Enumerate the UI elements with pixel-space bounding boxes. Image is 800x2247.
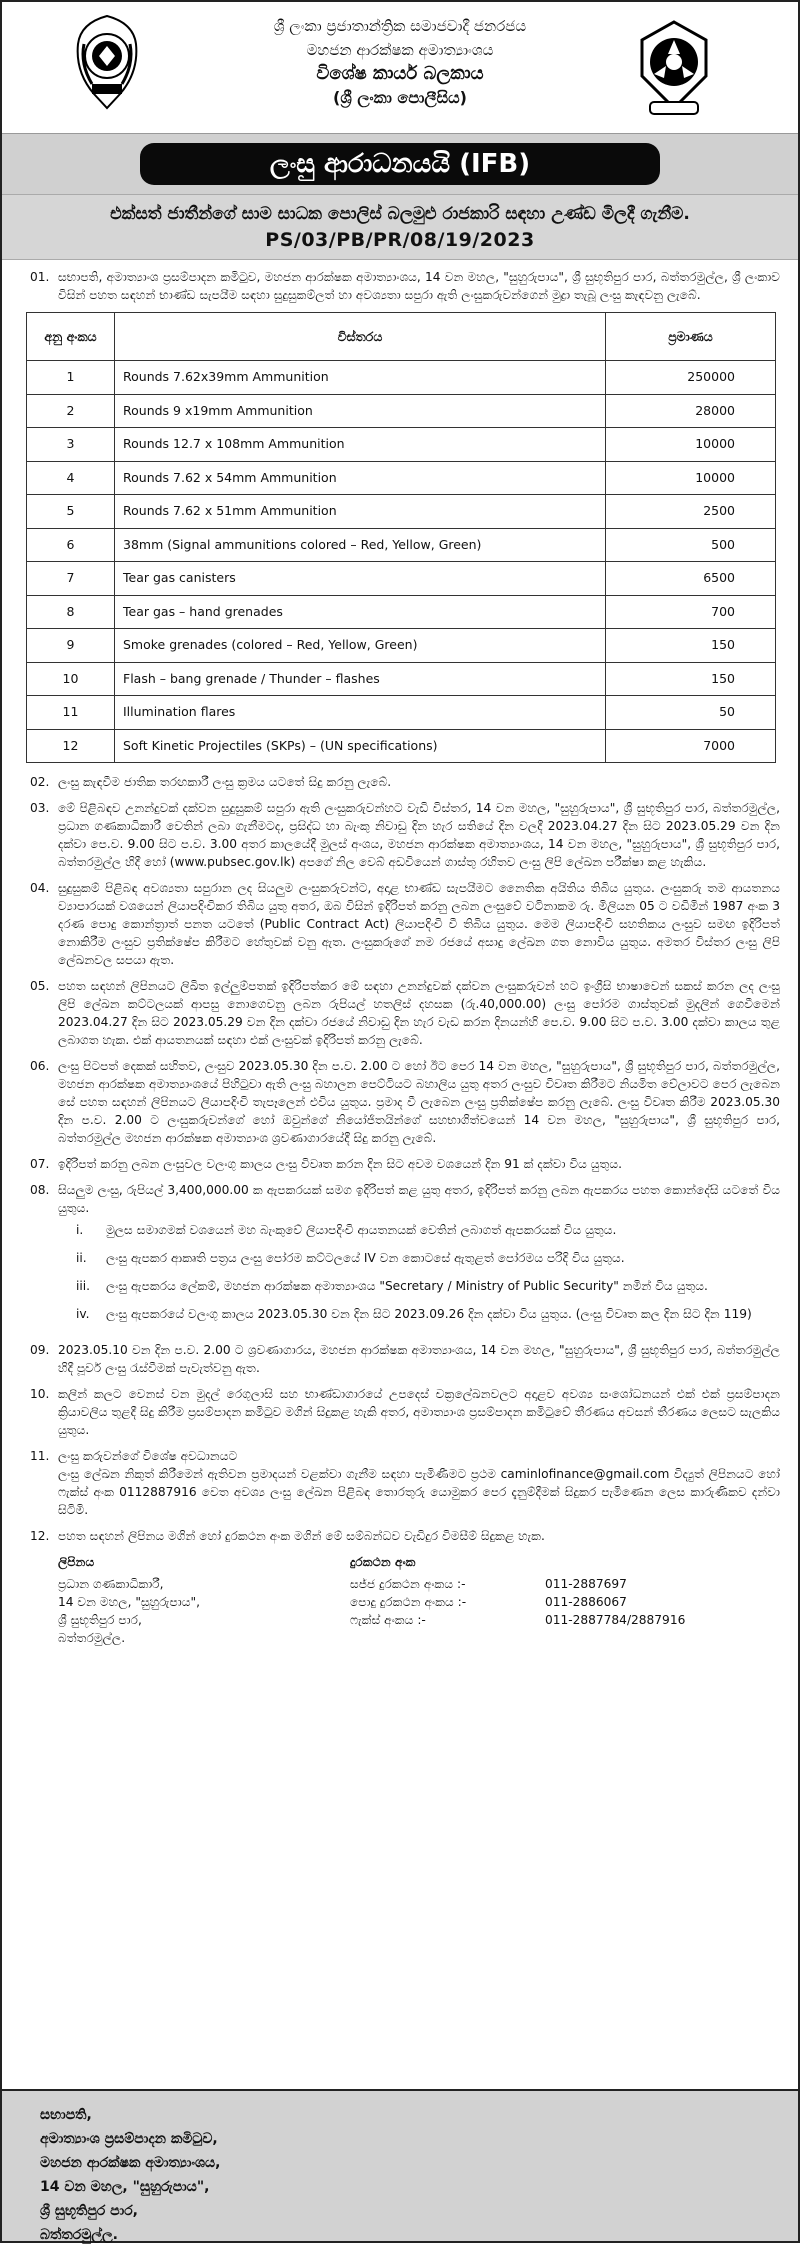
paragraph-text: ලංසු ලේඛන නිකුත් කිරීමෙන් ඇතිවන ප්‍රමාදයන් වළක්වා ගැනීම සඳහා පැමිණීමට ප්‍රථම caminlofinance@gmail.com විද්‍යුත් ලිපිනයට හෝ ෆැක්ස් අංක 0112887916 වෙත අවශ්‍ය ලංසු ලේඛන පිළිබඳ තොරතුරු යොමුකර පෙර දැනුම්දීමක් සිදුකර පැමිණෙන ලෙස කාරුණිකව දන්වා සිටිමි.: [58, 1467, 780, 1517]
paragraph-10: [20, 1385, 780, 1439]
table-row: [27, 595, 776, 629]
row-no: 11: [27, 696, 115, 730]
table-row: [27, 394, 776, 428]
address-line: බත්තරමුල්ල.: [58, 1631, 126, 1645]
table-row: [27, 428, 776, 462]
header-line-ministry: මහජන ආරක්ෂක අමාත්‍යාංශය: [306, 41, 494, 59]
paragraph-heading: ලංසු කරුවන්ගේ විශේෂ අවධානයට: [58, 1449, 238, 1463]
row-description: Tear gas – hand grenades: [115, 595, 606, 629]
signatory-line: ශ්‍රී සුභූතිපුර පාර,: [40, 2203, 139, 2219]
paragraph-06: [20, 1057, 780, 1147]
paragraph-text: පහත සඳහන් ලිපිනය මගින් හෝ දුරකථන අංක මගින් මේ සම්බන්ධව වැඩිදුර විමසීම් සිදුකළ හැක.: [58, 1529, 545, 1543]
list-item: [58, 1249, 780, 1267]
notice-header: [2, 2, 798, 134]
paragraph-text: ඉදිරිපත් කරනු ලබන ලංසුවල වලංගු කාලය ලංසු විවෘත කරන දින සිට අවම වශයෙන් දින 91 ක් දක්වා විය යුතුය.: [58, 1157, 623, 1171]
paragraph-04: [20, 879, 780, 969]
paragraph-number: 08.: [30, 1183, 50, 1197]
guarantee-conditions-list: [58, 1221, 780, 1323]
notice-title: ලංසු ආරාධනයයි (IFB): [140, 143, 660, 185]
row-quantity: 2500: [606, 495, 776, 529]
paragraph-text: මේ පිළිබඳව උනන්දුවක් දක්වන සුදුසුකම් සපුරා ඇති ලංසුකරුවන්හට වැඩි විස්තර, 14 වන මහල, "සුහුරුපාය", ශ්‍රී සුභූතිපුර පාර, බත්තරමුල්ල, ප්‍රධාන ගණකාධිකාරී වෙතින් ලබා ගැනීමටද, ප්‍රසිද්ධ හා බැංකු නිවාඩු දින හැර සතියේ දින වලදී 2023.04.27 දින සිට 2023.05.29 වන දින දක්වා පෙ.ව. 9.00 සිට ප.ව. 3.00 අතර කාලයේදී මුලස් අංශය, මහජන ආරක්ෂක අමාත්‍යාංශය, 14 වන මහල, "සුහුරුපාය", ශ්‍රී සුභූතිපුර පාර, බත්තරමුල්ල හිදී හෝ (www.pubsec.gov.lk) අපගේ නිල වෙබ් අඩවියෙන් ගාස්තු රහිතව ලංසු ලිපි ලේඛන පරීක්ෂා කළ හැකිය.: [58, 801, 780, 869]
table-header-row: [27, 313, 776, 361]
phone-type: සජ්ජ දුරකථන අංකය :-: [350, 1577, 466, 1591]
signatory-line: 14 වන මහල, "සුහුරුපාය",: [40, 2179, 210, 2195]
row-description: Rounds 7.62x39mm Ammunition: [115, 361, 606, 395]
row-description: Soft Kinetic Projectiles (SKPs) – (UN specifications): [115, 729, 606, 763]
row-quantity: 250000: [606, 361, 776, 395]
column-header-description: විස්තරය: [115, 313, 606, 361]
row-quantity: 500: [606, 528, 776, 562]
row-description: Flash – bang grenade / Thunder – flashes: [115, 662, 606, 696]
table-row: [27, 361, 776, 395]
paragraph-number: 06.: [30, 1059, 50, 1073]
address-label: ලිපිනය: [58, 1555, 95, 1569]
row-description: Rounds 7.62 x 51mm Ammunition: [115, 495, 606, 529]
paragraph-number: 04.: [30, 881, 50, 895]
row-no: 7: [27, 562, 115, 596]
header-line-stf: විශේෂ කාර්ය බලකාය: [316, 63, 484, 84]
state-emblem-icon: [72, 14, 142, 110]
paragraph-03: [20, 799, 780, 871]
row-description: 38mm (Signal ammunitions colored – Red, Yellow, Green): [115, 528, 606, 562]
paragraph-text: සුදුසුකම් පිළිබඳ අවශ්‍යතා සපුරාන ලද සියලුම ලංසුකරුවන්ට, අදාළ භාණ්ඩ සැපයීමට නෛතික අයිතිය තිබිය යුතුය. ලංසුකරු තම ආයතනය ව්‍යාපාරයක් වශයෙන් ලියාපදිංචිකර තිබිය යුතු අතර, ඔබ විසින් ඉදිරිපත් කරනු ලබන ලංසුවේ වටිනාකම රු. මිලියන 05 ට වඩිමින් 1987 අංක 3 දරණ පොදු කොන්ත්‍රාත් පනත යටතේ (Public Contract Act) ලියාපදිංචි වී තිබිය යුතුය. මෙම ලියාපදිංචි සහතිකය ලංසුව සමඟ ඉදිරිපත් නොකිරීම ලංසුව ප්‍රතික්ෂේප කිරීමට හේතුවක් වනු ඇත. ලංසුකරුගේ නම රජයේ අසාදු ලේඛන ගත නොවිය යුතුය. අමතර විස්තර ලංසු ලිපි ලේඛනවල සපයා ඇත.: [58, 881, 780, 967]
address-block: [20, 1553, 350, 1647]
list-item-text: ලංසු ඇපකරය ලේකම්, මහජන ආරක්ෂක අමාත්‍යාංශය "Secretary / Ministry of Public Security" නමින් විය යුතුය.: [106, 1279, 708, 1293]
notice-body: [2, 260, 798, 1647]
row-description: Rounds 12.7 x 108mm Ammunition: [115, 428, 606, 462]
list-marker: i.: [76, 1223, 84, 1237]
header-line-republic: ශ්‍රී ලංකා ප්‍රජාතාන්ත්‍රික සමාජවාදී ජනරජය: [273, 17, 527, 35]
paragraph-text: ලංසු කැඳවීම ජාතික තරඟකාරී ලංසු ක්‍රමය යටතේ සිදු කරනු ලැබේ.: [58, 775, 392, 789]
paragraph-number: 02.: [30, 775, 50, 789]
table-row: [27, 629, 776, 663]
paragraph-text: පහත සඳහන් ලිපිනයට ලිඛිත ඉල්ලුම්පතක් ඉදිරිපත්කර මේ සඳහා උනන්දුවක් දක්වන ලංසුකරුවන් හට ඉංග්‍රීසි භාෂාවෙන් සකස් කරන ලද ලංසු ලිපි ලේඛන කට්ටලයක් ආපසු නොගෙවනු ලබන රුපියල් හතලිස් දහසක (රු.40,000.00) ලංසු පෝරම ගාස්තුවක් මුදලින් ගෙවීමෙන් 2023.04.27 දින සිට 2023.05.29 වන දින දක්වා රජයේ නිවාඩු දින හැර වැඩ කරන දිනයන්හි පෙ.ව. 9.00 සිට ප.ව. 3.00 දක්වා කාලය තුළ ලබාගත හැක. එක් ආයතනයක් සඳහා එක් ලංසුවක් ඉදිරිපත් කරනු ලැබේ.: [58, 979, 780, 1047]
row-quantity: 700: [606, 595, 776, 629]
items-table: [26, 312, 776, 763]
address-line: ප්‍රධාන ගණකාධිකාරී,: [58, 1577, 164, 1591]
row-description: Illumination flares: [115, 696, 606, 730]
phone-number: 011-2887697: [545, 1577, 627, 1591]
paragraph-02: [20, 773, 780, 791]
row-no: 6: [27, 528, 115, 562]
column-header-no: අනු අංකය: [27, 313, 115, 361]
phone-row: [350, 1575, 780, 1593]
list-item: [58, 1305, 780, 1323]
table-row: [27, 461, 776, 495]
row-description: Rounds 7.62 x 54mm Ammunition: [115, 461, 606, 495]
signatory-line: බත්තරමුල්ල.: [40, 2227, 118, 2243]
phone-row: [350, 1611, 780, 1629]
phone-row: [350, 1593, 780, 1611]
paragraph-number: 07.: [30, 1157, 50, 1171]
phone-number: 011-2886067: [545, 1595, 627, 1609]
paragraph-01: [20, 268, 780, 304]
header-text: [152, 14, 648, 110]
row-description: Tear gas canisters: [115, 562, 606, 596]
row-no: 8: [27, 595, 115, 629]
row-quantity: 150: [606, 662, 776, 696]
paragraph-text-block: [58, 1447, 780, 1519]
paragraph-number: 05.: [30, 979, 50, 993]
row-quantity: 7000: [606, 729, 776, 763]
contact-block: [20, 1553, 780, 1647]
row-quantity: 10000: [606, 428, 776, 462]
row-no: 3: [27, 428, 115, 462]
phone-block: [350, 1553, 780, 1647]
list-item: [58, 1221, 780, 1239]
row-description: Smoke grenades (colored – Red, Yellow, Green): [115, 629, 606, 663]
paragraph-08: [20, 1181, 780, 1333]
paragraph-number: 11.: [30, 1449, 50, 1463]
row-quantity: 50: [606, 696, 776, 730]
title-band: [2, 134, 798, 194]
phone-label: දුරකථන අංක: [350, 1555, 416, 1569]
list-item: [58, 1277, 780, 1295]
signatory-line: සභාපති,: [40, 2107, 92, 2123]
table-row: [27, 528, 776, 562]
paragraph-text-block: [58, 1181, 780, 1333]
row-no: 4: [27, 461, 115, 495]
paragraph-12: [20, 1527, 780, 1545]
paragraph-number: 12.: [30, 1529, 50, 1543]
phone-type: ෆැක්ස් අංකය :-: [350, 1613, 426, 1627]
paragraph-05: [20, 977, 780, 1049]
row-quantity: 10000: [606, 461, 776, 495]
signatory-block: [2, 2089, 798, 2241]
row-no: 12: [27, 729, 115, 763]
paragraph-09: [20, 1341, 780, 1377]
subtitle-band: [2, 194, 798, 260]
procurement-subject: එක්සත් ජාතීන්ගේ සාම සාධක පොලිස් බලමුළු රාජකාරි සඳහා උණ්ඩ මිලදී ගැනීම.: [110, 204, 690, 224]
stf-emblem-icon: [630, 18, 718, 118]
paragraph-text: සභාපති, අමාත්‍යාංශ ප්‍රසම්පාදන කමිටුව, මහජන ආරක්ෂක අමාත්‍යාංශය, 14 වන මහල, "සුහුරුපාය", ශ්‍රී සුභූතිපුර පාර, බත්තරමුල්ල, ශ්‍රී ලංකාව විසින් පහත සඳහන් භාණ්ඩ සැපයීම සඳහා සුදුසුකම්ලත් හා අවශ්‍යතා සපුරා ඇති ලංසුකරුවන්ගෙන් මුද්‍රා තැබූ ලංසු කැඳවනු ලැබේ.: [58, 270, 780, 302]
signatory-line: මහජන ආරක්ෂක අමාත්‍යාංශය,: [40, 2155, 221, 2171]
signatory-line: අමාත්‍යාංශ ප්‍රසම්පාදන කමිටුව,: [40, 2131, 218, 2147]
paragraph-number: 03.: [30, 801, 50, 815]
paragraph-text: ලංසු පිටපත් දෙකක් සහිතව, ලංසුව 2023.05.30 දින ප.ව. 2.00 ට හෝ ඊට පෙර 14 වන මහල, "සුහුරුපාය", ශ්‍රී සුභූතිපුර පාර, බත්තරමුල්ල, මහජන ආරක්ෂක අමාත්‍යාංශයේ පිහිටුවා ඇති ලංසු බහාලන පෙට්ටියට බහාලිය යුතු අතර ලංසුව විවෘත කිරීමට නියමිත වේලාවට පෙර ලැබෙන සේ පහත සඳහන් ලිපිනයට ලියාපදිංචි තැපෑලෙන් එවිය යුතුය. ප්‍රමාද වී ලැබෙන ලංසු ප්‍රතික්ෂේප කරනු ලැබේ. ලංසු විවෘත කිරීම 2023.05.30 දින ප.ව. 2.00 ට ලංසුකරුවන්ගේ හෝ ඔවුන්ගේ නියෝජිතයින්ගේ සහභාගිත්වයෙන් 14 වන මහල, "සුහුරුපාය", ශ්‍රී සුභූතිපුර පාර, බත්තරමුල්ල මහජන ආරක්ෂක අමාත්‍යාංශ ශ්‍රවණාගාරයේදී සිදු කරනු ලැබේ.: [58, 1059, 780, 1145]
table-row: [27, 729, 776, 763]
row-description: Rounds 9 x19mm Ammunition: [115, 394, 606, 428]
phone-type: පොදු දුරකථන අංකය :-: [350, 1595, 467, 1609]
list-marker: ii.: [76, 1251, 87, 1265]
row-no: 2: [27, 394, 115, 428]
row-quantity: 6500: [606, 562, 776, 596]
row-no: 9: [27, 629, 115, 663]
paragraph-number: 10.: [30, 1387, 50, 1401]
table-row: [27, 562, 776, 596]
paragraph-text: කලින් කලට වෙනස් වන මුදල් රෙගුලාසි සහ භාණ්ඩාගාරයේ උපදෙස් චක්‍රලේඛනවලට අදාළව අවශ්‍ය සංශෝධනයන් එක් එක් ප්‍රසම්පාදන ක්‍රියාවලිය තුළදී සිදු කිරීම ප්‍රසම්පාදන කමිටුව මගින් සිදුකළ හැකි අතර, අමාත්‍යාංශ ප්‍රසම්පාදන කමිටුවේ තීරණය අවසන් තීරණය ලෙසට සැලකිය යුතුය.: [58, 1387, 780, 1437]
paragraph-07: [20, 1155, 780, 1173]
list-item-text: මුලස සමාගමක් වශයෙන් මහ බැංකුවේ ලියාපදිංචි ආයතනයක් වෙතින් ලබාගත් ඇපකරයක් විය යුතුය.: [106, 1223, 617, 1237]
phone-number: 011-2887784/2887916: [545, 1613, 686, 1627]
list-item-text: ලංසු ඇපකරයේ වලංගු කාලය 2023.05.30 වන දින සිට 2023.09.26 දින දක්වා විය යුතුය. (ලංසු විවෘත කල දින සිට දින 119): [106, 1307, 752, 1321]
row-quantity: 150: [606, 629, 776, 663]
row-no: 1: [27, 361, 115, 395]
list-item-text: ලංසු ඇපකර ආකෘති පත්‍රය ලංසු පෝරම කට්ටලයේ IV වන කොටසේ ඇතුළත් පෝරමය පරිදි විය යුතුය.: [106, 1251, 625, 1265]
table-row: [27, 495, 776, 529]
address-line: ශ්‍රී සුභූතිපුර පාර,: [58, 1613, 142, 1627]
row-quantity: 28000: [606, 394, 776, 428]
column-header-quantity: ප්‍රමාණය: [606, 313, 776, 361]
header-line-police: (ශ්‍රී ලංකා පොලීසිය): [333, 88, 467, 107]
paragraph-number: 01.: [30, 270, 50, 284]
table-row: [27, 662, 776, 696]
list-marker: iv.: [76, 1307, 90, 1321]
row-no: 5: [27, 495, 115, 529]
reference-number: PS/03/PB/PR/08/19/2023: [265, 229, 535, 251]
list-marker: iii.: [76, 1279, 91, 1293]
paragraph-text: සියලුම ලංසු, රුපියල් 3,400,000.00 ක ඇපකරයක් සමග ඉදිරිපත් කළ යුතු අතර, ඉදිරිපත් කරනු ලබන ඇපකරය පහත කොන්දේසි යටතේ විය යුතුය.: [58, 1183, 780, 1215]
paragraph-11: [20, 1447, 780, 1519]
row-no: 10: [27, 662, 115, 696]
paragraph-number: 09.: [30, 1343, 50, 1357]
paragraph-text: 2023.05.10 වන දින ප.ව. 2.00 ට ශ්‍රවණාගාරය, මහජන ආරක්ෂක අමාත්‍යාංශය, 14 වන මහල, "සුහුරුපාය", ශ්‍රී සුභූතිපුර පාර, බත්තරමුල්ල හිදී පූර්ව ලංසු රැස්වීමක් පැවැත්වනු ඇත.: [58, 1343, 780, 1375]
address-line: 14 වන මහල, "සුහුරුපාය",: [58, 1595, 200, 1609]
table-row: [27, 696, 776, 730]
